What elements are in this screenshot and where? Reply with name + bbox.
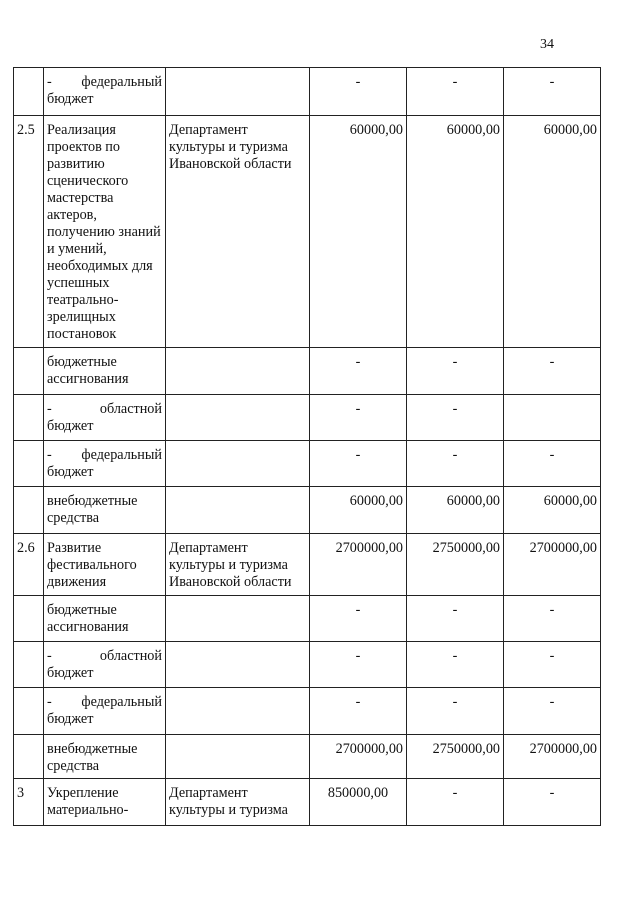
row-name	[44, 642, 166, 688]
row-value-year2: 2750000,00	[407, 534, 504, 596]
row-name	[44, 395, 166, 441]
row-number	[14, 68, 44, 116]
table-row	[14, 642, 601, 688]
row-value-year1: 2700000,00	[310, 534, 407, 596]
table-row	[14, 68, 601, 116]
row-value-year2: 60000,00	[407, 116, 504, 348]
table-row	[14, 596, 601, 642]
row-value-year2: -	[407, 596, 504, 642]
table-row	[14, 688, 601, 735]
row-executor	[166, 596, 310, 642]
budget-table	[13, 67, 601, 826]
row-name	[44, 68, 166, 116]
row-number	[14, 596, 44, 642]
row-name-line: бюджет	[47, 464, 94, 480]
row-number	[14, 348, 44, 395]
row-number	[14, 441, 44, 487]
row-name: внебюджетные средства	[44, 487, 166, 534]
row-value-year2: -	[407, 441, 504, 487]
row-value-year3: 60000,00	[504, 116, 601, 348]
row-name-line: - федеральный	[47, 447, 162, 463]
row-name-line: бюджет	[47, 418, 94, 434]
row-executor	[166, 395, 310, 441]
row-number	[14, 688, 44, 735]
row-value-year2: -	[407, 68, 504, 116]
row-name-line: бюджет	[47, 91, 94, 107]
row-value-year1: -	[310, 441, 407, 487]
row-value-year2: -	[407, 395, 504, 441]
row-value-year1: -	[310, 596, 407, 642]
row-executor	[166, 348, 310, 395]
row-value-year3: 60000,00	[504, 487, 601, 534]
row-number: 3	[14, 779, 44, 826]
table-row	[14, 534, 601, 596]
row-value-year3: 2700000,00	[504, 534, 601, 596]
row-value-year1: -	[310, 642, 407, 688]
row-value-year1: -	[310, 68, 407, 116]
row-executor: Департамент культуры и туризма Ивановской области	[166, 534, 310, 596]
row-number: 2.6	[14, 534, 44, 596]
row-value-year3: -	[504, 441, 601, 487]
row-number	[14, 735, 44, 779]
row-name: Реализация проектов по развитию сценического мастерства актеров, получению знаний и умений, необходимых для успешных театрально-зрелищных постановок	[44, 116, 166, 348]
row-name: внебюджетные средства	[44, 735, 166, 779]
row-value-year1: -	[310, 395, 407, 441]
row-value-year2: -	[407, 642, 504, 688]
row-executor	[166, 642, 310, 688]
row-value-year3: -	[504, 68, 601, 116]
row-value-year2: 60000,00	[407, 487, 504, 534]
row-executor	[166, 487, 310, 534]
table-row	[14, 395, 601, 441]
row-name: Развитие фестивального движения	[44, 534, 166, 596]
row-name	[44, 441, 166, 487]
row-value-year2: -	[407, 688, 504, 735]
row-executor	[166, 688, 310, 735]
row-value-year1: -	[310, 688, 407, 735]
row-value-year3: -	[504, 596, 601, 642]
row-value-year3: -	[504, 688, 601, 735]
row-name-line: бюджет	[47, 711, 94, 727]
row-value-year3: -	[504, 642, 601, 688]
table-row	[14, 487, 601, 534]
table-row	[14, 735, 601, 779]
row-value-year1: 60000,00	[310, 487, 407, 534]
table-row	[14, 348, 601, 395]
row-name: бюджетные ассигнования	[44, 596, 166, 642]
row-value-year1: 850000,00	[310, 779, 407, 826]
row-name-line: бюджет	[47, 665, 94, 681]
row-executor	[166, 441, 310, 487]
row-value-year2: -	[407, 348, 504, 395]
page-number: 34	[540, 37, 554, 52]
row-value-year1: 2700000,00	[310, 735, 407, 779]
row-name-line: - областной	[47, 401, 162, 417]
row-name-line: - областной	[47, 648, 162, 664]
row-name-line: - федеральный	[47, 694, 162, 710]
row-name: Укрепление материально-	[44, 779, 166, 826]
row-name	[44, 688, 166, 735]
row-executor: Департамент культуры и туризма	[166, 779, 310, 826]
row-number	[14, 642, 44, 688]
row-executor: Департамент культуры и туризма Ивановской области	[166, 116, 310, 348]
row-number: 2.5	[14, 116, 44, 348]
row-number	[14, 395, 44, 441]
row-value-year2: -	[407, 779, 504, 826]
row-value-year1: 60000,00	[310, 116, 407, 348]
row-name: бюджетные ассигнования	[44, 348, 166, 395]
row-value-year2: 2750000,00	[407, 735, 504, 779]
row-value-year3: 2700000,00	[504, 735, 601, 779]
row-value-year1: -	[310, 348, 407, 395]
row-number	[14, 487, 44, 534]
row-value-year3: -	[504, 348, 601, 395]
table-row	[14, 441, 601, 487]
table-row	[14, 779, 601, 826]
row-name-line: - федеральный	[47, 74, 162, 90]
row-executor	[166, 68, 310, 116]
table-row	[14, 116, 601, 348]
row-executor	[166, 735, 310, 779]
row-value-year3	[504, 395, 601, 441]
row-value-year3: -	[504, 779, 601, 826]
